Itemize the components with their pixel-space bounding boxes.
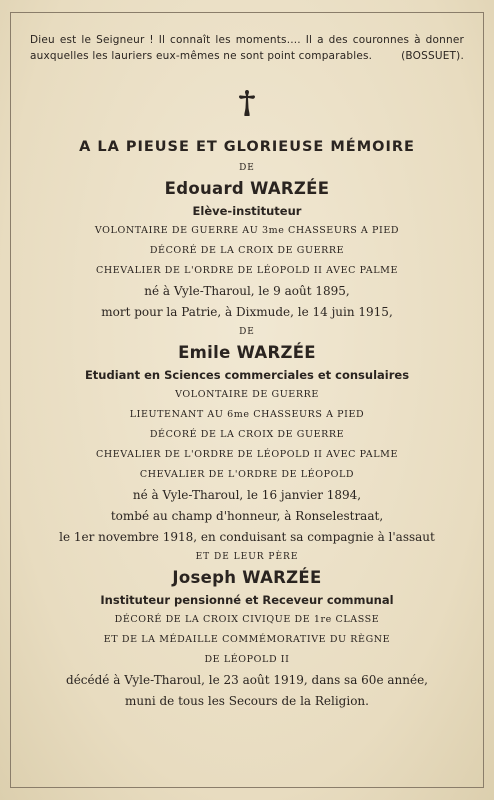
de-label: DE [239, 327, 255, 337]
person2-role: Etudiant en Sciences commerciales et consulaires [84, 368, 410, 382]
father-intro: ET DE LEUR PÈRE [195, 552, 299, 562]
person1-born: né à Vyle-Tharoul, le 9 août 1895, [144, 284, 350, 298]
person2-born: né à Vyle-Tharoul, le 16 janvier 1894, [132, 488, 362, 502]
memorial-heading: A LA PIEUSE ET GLORIEUSE MÉMOIRE [79, 139, 415, 155]
person2-died: le 1er novembre 1918, en conduisant sa compagnie à l'assaut [59, 530, 435, 544]
quote-author: (BOSSUET). [401, 50, 464, 62]
person1-line: CHEVALIER DE L'ORDRE DE LÉOPOLD II AVEC PALME [96, 265, 398, 276]
person3-line: DE LÉOPOLD II [204, 654, 290, 665]
person3-role: Instituteur pensionné et Receveur communal [100, 593, 394, 607]
person1-line: DÉCORÉ DE LA CROIX DE GUERRE [149, 245, 345, 256]
quote-text: Dieu est le Seigneur ! Il connaît les moments.... Il a des couronnes à donner auxquelles les lauriers eux-mêmes ne sont point comparables. [30, 34, 464, 62]
cross-icon [237, 88, 257, 118]
person2-line: CHEVALIER DE L'ORDRE DE LÉOPOLD II AVEC PALME [96, 449, 398, 460]
person2-line: CHEVALIER DE L'ORDRE DE LÉOPOLD [139, 469, 355, 480]
person2-line: LIEUTENANT AU 6me CHASSEURS A PIED [129, 409, 365, 420]
person1-line: VOLONTAIRE DE GUERRE AU 3me CHASSEURS A PIED [94, 225, 400, 236]
person3-last: muni de tous les Secours de la Religion. [125, 694, 369, 708]
person1-name: Edouard WARZÉE [164, 179, 330, 198]
person2-line: VOLONTAIRE DE GUERRE [175, 389, 319, 400]
person2-line: DÉCORÉ DE LA CROIX DE GUERRE [149, 429, 345, 440]
de-label: DE [239, 163, 255, 173]
person1-role: Elève-instituteur [192, 204, 302, 218]
person2-died: tombé au champ d'honneur, à Ronselestraat, [110, 509, 384, 523]
person3-name: Joseph WARZÉE [172, 568, 322, 587]
person3-line: ET DE LA MÉDAILLE COMMÉMORATIVE DU RÈGNE [103, 634, 391, 645]
person1-died: mort pour la Patrie, à Dixmude, le 14 juin 1915, [101, 305, 393, 319]
person2-name: Emile WARZÉE [178, 343, 316, 362]
person3-line: DÉCORÉ DE LA CROIX CIVIQUE DE 1re CLASSE [114, 614, 380, 625]
memorial-text [14, 135, 480, 712]
bossuet-quote [30, 32, 464, 64]
person3-died: décédé à Vyle-Tharoul, le 23 août 1919, dans sa 60e année, [66, 673, 428, 687]
